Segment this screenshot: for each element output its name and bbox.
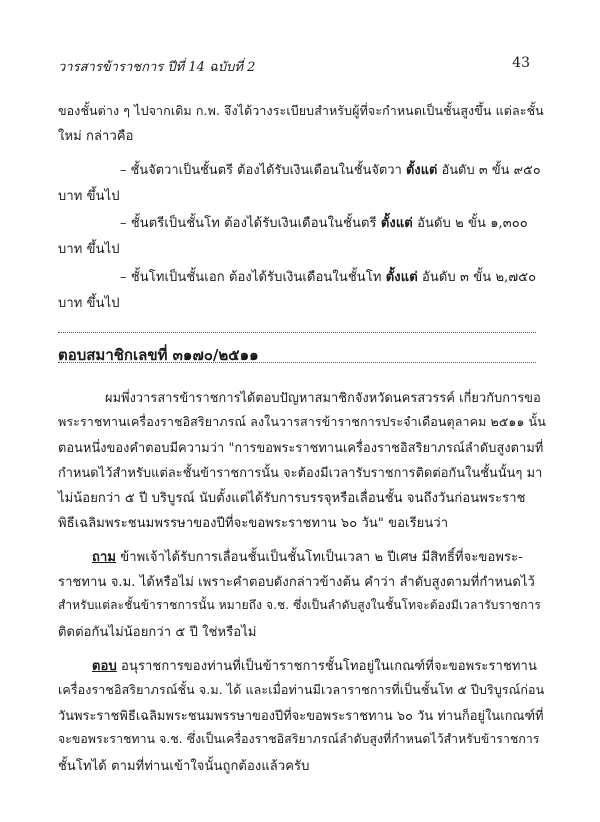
question-line: ราชทาน จ.ม. ได้หรือไม่ เพราะคำตอบดังกล่าวข้างต้น คำว่า ลำดับสูงตามที่กำหนดไว้ bbox=[58, 575, 535, 590]
section-title: ตอบสมาชิกเลขที่ ๓๑๗๐/๒๕๑๑ bbox=[58, 346, 259, 364]
rule-unit: บาท ขึ้นไป bbox=[58, 296, 120, 311]
answer-text: อนุราชการของท่านที่เป็นข้าราชการชั้นโทอยู่ในเกณฑ์ที่จะขอพระราชทาน bbox=[121, 659, 537, 674]
question-line: ติดต่อกันไม่น้อยกว่า ๕ ปี ใช่หรือไม่ bbox=[58, 625, 257, 640]
question-text: ข้าพเจ้าได้รับการเลื่อนชั้นเป็นชั้นโทเป็นเวลา ๒ ปีเศษ มีสิทธิ์ที่จะขอพระ- bbox=[120, 550, 523, 565]
para-line: พิธีเฉลิมพระชนมพรรษาของปีที่จะขอพระราชทาน ๖๐ วัน" ขอเรียนว่า bbox=[58, 516, 449, 531]
rule-tail: อันดับ ๓ ขั้น ๒,๗๕๐ bbox=[422, 270, 537, 285]
rule-unit: บาท ขึ้นไป bbox=[58, 242, 120, 257]
rule-line bbox=[120, 212, 528, 233]
answer-line bbox=[92, 655, 537, 676]
intro-line-2: ใหม่ กล่าวคือ bbox=[58, 129, 134, 144]
rule-tail: อันดับ ๓ ขั้น ๙๕๐ bbox=[441, 163, 541, 178]
section-divider-top bbox=[58, 332, 536, 333]
para-line: ตอนหนึ่งของคำตอบมีความว่า "การขอพระราชทานเครื่องราชอิสริยาภรณ์ลำดับสูงตามที่ bbox=[58, 441, 544, 456]
rule-tail: อันดับ ๒ ขั้น ๑,๓๐๐ bbox=[417, 216, 528, 231]
rule-text: – ชั้นโทเป็นชั้นเอก ต้องได้รับเงินเดือนในชั้นโท bbox=[120, 270, 382, 285]
question-label: ถาม bbox=[92, 550, 117, 565]
answer-line: จะขอพระราชทาน จ.ช. ซึ่งเป็นเครื่องราชอิสริยาภรณ์ลำดับสูงที่กำหนดไว้สำหรับข้าราชการ bbox=[58, 732, 540, 746]
para-line: ผมพึ่งวารสารข้าราชการได้ตอบปัญหาสมาชิกจังหวัดนครสวรรค์ เกี่ยวกับการขอ bbox=[105, 391, 541, 406]
rule-bold: ตั้งแต่ bbox=[406, 163, 438, 178]
answer-line: ชั้นโทได้ ตามที่ท่านเข้าใจนั้นถูกต้องแล้วครับ bbox=[58, 759, 310, 774]
para-line: พระราชทานเครื่องราชอิสริยาภรณ์ ลงในวารสารข้าราชการประจำเดือนตุลาคม ๒๕๑๑ นั้น bbox=[58, 414, 546, 429]
rule-unit: บาท ขึ้นไป bbox=[58, 189, 120, 204]
answer-line: วันพระราชพิธีเฉลิมพระชนมพรรษาของปีที่จะขอพระราชทาน ๖๐ วัน ท่านก็อยู่ในเกณฑ์ที่ bbox=[58, 709, 544, 724]
para-line: ไม่น้อยกว่า ๕ ปี บริบูรณ์ นับตั้งแต่ได้รับการบรรจุหรือเลื่อนชั้น จนถึงวันก่อนพระราช bbox=[58, 491, 526, 506]
rule-text: – ชั้นตรีเป็นชั้นโท ต้องได้รับเงินเดือนในชั้นตรี bbox=[120, 216, 377, 231]
answer-label: ตอบ bbox=[92, 659, 117, 674]
page-number: 43 bbox=[512, 55, 530, 71]
rule-bold: ตั้งแต่ bbox=[380, 216, 413, 231]
rule-line bbox=[120, 159, 541, 180]
section-divider-bottom bbox=[58, 362, 536, 363]
journal-title: วารสารข้าราชการ ปีที่ 14 ฉบับที่ 2 bbox=[58, 60, 256, 75]
question-line: สำหรับแต่ละชั้นข้าราชการนั้น หมายถึง จ.ช. ซึ่งเป็นลำดับสูงในชั้นโทจะต้องมีเวลารับราชการ bbox=[58, 598, 541, 612]
question-line bbox=[92, 546, 523, 567]
answer-line: เครื่องราชอิสริยาภรณ์ชั้น จ.ม. ได้ และเมื่อท่านมีเวลาราชการที่เป็นชั้นโท ๕ ปีบริบูรณ์ก่อน bbox=[58, 682, 545, 697]
para-line: กำหนดไว้สำหรับแต่ละชั้นข้าราชการนั้น จะต้องมีเวลารับราชการติดต่อกันในชั้นนั้นๆ มา bbox=[58, 466, 543, 481]
rule-text: – ชั้นจัตวาเป็นชั้นตรี ต้องได้รับเงินเดือนในชั้นจัตวา bbox=[120, 163, 402, 178]
rule-line bbox=[120, 266, 536, 287]
intro-line-1: ของชั้นต่าง ๆ ไปจากเดิม ก.พ. จึงได้วางระเบียบสำหรับผู้ที่จะกำหนดเป็นชั้นสูงขึ้น แต่ละชั้น bbox=[58, 103, 544, 118]
rule-bold: ตั้งแต่ bbox=[385, 270, 418, 285]
